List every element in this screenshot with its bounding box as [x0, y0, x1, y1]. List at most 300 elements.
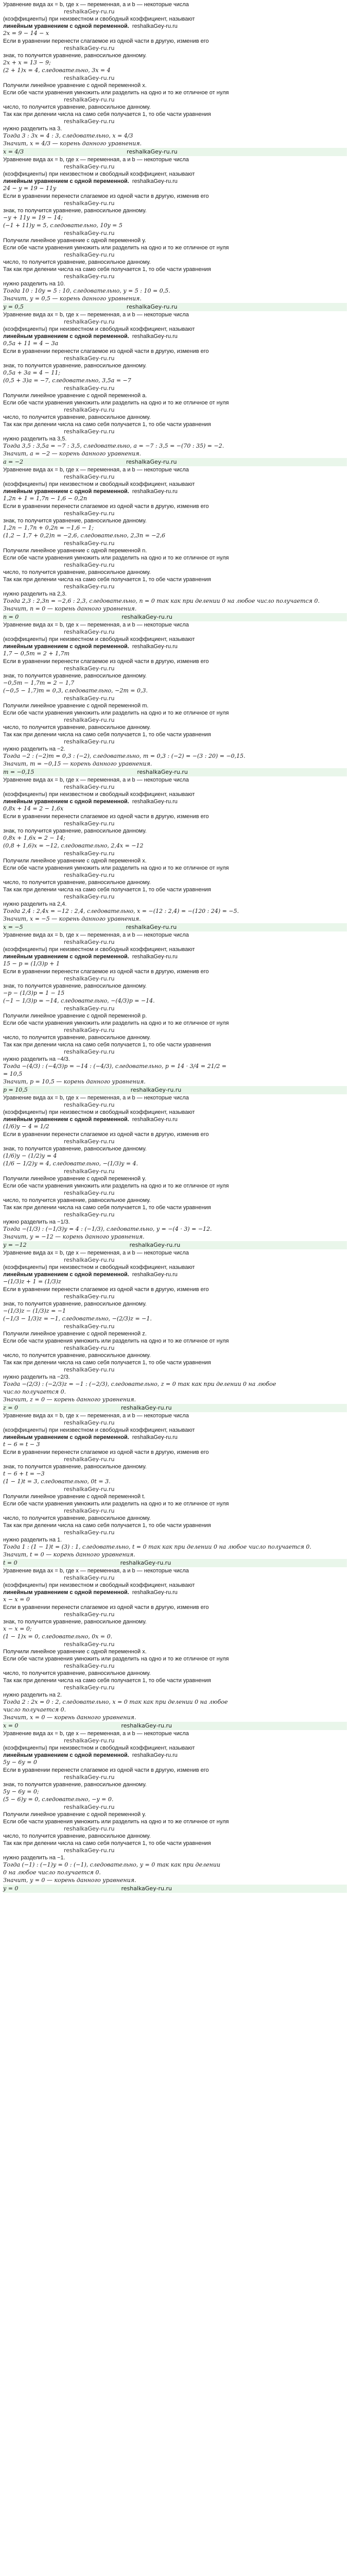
watermark: reshalkaGey-ru.ru [132, 1752, 178, 1758]
text-line: нужно разделить на 2,3. [3, 591, 67, 597]
text-line: Если в уравнении перенести слагаемое из одной части в другую, изменив его [3, 1286, 209, 1293]
text-line: Получили линейное уравнение с одной переменной z. [3, 1331, 147, 1337]
text-line: (коэффициенты) при неизвестном и свободный коэффициент, называют [3, 1264, 195, 1270]
text-line: нужно разделить на −2. [3, 746, 65, 752]
definition-line [3, 1589, 347, 1596]
watermark: reshalkaGey-ru.ru [132, 1589, 178, 1596]
math-line: Значит, t = 0 — корень данного уравнения. [3, 1551, 135, 1558]
text-line: знак, то получится уравнение, равносильное данному. [3, 1464, 147, 1470]
text-line: знак, то получится уравнение, равносильное данному. [3, 1782, 147, 1788]
watermark: reshalkaGey-ru.ru [64, 1774, 115, 1781]
text-line: Если в уравнении перенести слагаемое из одной части в другую, изменив его [3, 348, 209, 354]
math-line: Тогда 3 : 3x = 4 : 3, следовательно, x = 4/3 [3, 132, 133, 139]
text-line: нужно разделить на −2/3. [3, 1374, 70, 1380]
math-line: Тогда 2,3 : 2,3n = −2,6 : 2,3, следовательно, n = 0 так как при делении 0 на любое число получается 0. [3, 598, 320, 604]
watermark: reshalkaGey-ru.ru [64, 355, 115, 362]
math-line: Тогда 3,5 : 3,5a = −7 : 3,5, следовательно, a = −7 : 3,5 = −(70 : 35) = −2. [3, 443, 224, 449]
text-line: Если обе части уравнения умножить или разделить на одно и то же отличное от нуля [3, 555, 229, 561]
watermark: reshalkaGey-ru.ru [64, 1737, 115, 1744]
text-line: Уравнение вида ax = b, где x — переменная, a и b — некоторые числа [3, 622, 189, 628]
text-line: Так как при делении числа на само себя получается 1, то обе части уравнения [3, 1205, 211, 1211]
math-line: (5 − 6)y = 0, следовательно, −y = 0. [3, 1796, 114, 1803]
watermark: reshalkaGey-ru.ru [64, 1574, 115, 1581]
text-line: Уравнение вида ax = b, где x — переменная, a и b — некоторые числа [3, 932, 189, 938]
text-line: Если обе части уравнения умножить или разделить на одно и то же отличное от нуля [3, 1501, 229, 1507]
watermark: reshalkaGey-ru.ru [64, 1190, 115, 1196]
watermark: reshalkaGey-ru.ru [64, 1847, 115, 1854]
text-line: Если обе части уравнения умножить или разделить на одно и то же отличное от нуля [3, 90, 229, 96]
text-line: Если обе части уравнения умножить или разделить на одно и то же отличное от нуля [3, 1338, 229, 1344]
text-line: число, то получится уравнение, равносильное данному. [3, 1515, 151, 1521]
text-line: Если в уравнении перенести слагаемое из одной части в другую, изменив его [3, 193, 209, 199]
math-line: (1 − 1)t = 3, следовательно, 0t = 3. [3, 1478, 111, 1485]
watermark: reshalkaGey-ru.ru [64, 1825, 115, 1832]
definition-text: линейным уравнением с одной переменной. [3, 1752, 129, 1758]
math-line: Значит, z = 0 — корень данного уравнения. [3, 1396, 136, 1403]
definition-text: линейным уравнением с одной переменной. [3, 1116, 129, 1123]
text-line: (коэффициенты) при неизвестном и свободный коэффициент, называют [3, 946, 195, 953]
text-line: Так как при делении числа на само себя получается 1, то обе части уравнения [3, 1042, 211, 1048]
watermark: reshalkaGey-ru.ru [132, 1434, 178, 1440]
watermark: reshalkaGey-ru.ru [64, 510, 115, 517]
math-line: (1/6 − 1/2)y = 4, следовательно, −(1/3)y = 4. [3, 1160, 138, 1167]
text-line: (коэффициенты) при неизвестном и свободный коэффициент, называют [3, 1582, 195, 1588]
watermark: reshalkaGey-ru.ru [64, 96, 115, 103]
math-line: 24 − y = 19 − 11y [3, 185, 57, 192]
text-line: Получили линейное уравнение с одной переменной a. [3, 393, 147, 399]
answer-line [3, 923, 347, 931]
definition-text: линейным уравнением с одной переменной. [3, 1589, 129, 1596]
watermark: reshalkaGey-ru.ru [132, 1272, 178, 1278]
math-line: (−1 + 11)y = 5, следовательно, 10y = 5 [3, 222, 122, 229]
text-line: нужно разделить на 2. [3, 1692, 62, 1698]
math-line: (1/6)y − 4 = 1/2 [3, 1123, 49, 1130]
math-line: 0 на любое число получается 0. [3, 1869, 101, 1876]
math-line: −p − (1/3)p = 1 − 15 [3, 990, 65, 996]
text-line: число, то получится уравнение, равносильное данному. [3, 414, 151, 420]
math-line: 0,8x + 1,6x = 2 − 14; [3, 835, 65, 841]
text-line: нужно разделить на 1. [3, 1537, 62, 1543]
text-line: (коэффициенты) при неизвестном и свободный коэффициент, называют [3, 791, 195, 798]
answer-text: t = 0 [3, 1560, 18, 1566]
watermark: reshalkaGey-ru.ru [64, 583, 115, 590]
text-line: Так как при делении числа на само себя получается 1, то обе части уравнения [3, 1840, 211, 1846]
watermark: reshalkaGey-ru.ru [64, 820, 115, 827]
definition-text: линейным уравнением с одной переменной. [3, 954, 129, 960]
math-line: Значит, y = 0,5 — корень данного уравнения. [3, 295, 142, 302]
text-line: Уравнение вида ax = b, где x — переменная, a и b — некоторые числа [3, 1250, 189, 1256]
watermark: reshalkaGey-ru.ru [64, 665, 115, 672]
text-line: число, то получится уравнение, равносильное данному. [3, 1670, 151, 1676]
answer-line [3, 613, 347, 621]
definition-text: линейным уравнением с одной переменной. [3, 1272, 129, 1278]
math-line: (1,2 − 1,7 + 0,2)n = −2,6, следовательно, 2,3n = −2,6 [3, 532, 166, 539]
watermark: reshalkaGey-ru.ru [64, 318, 115, 325]
answer-line [3, 303, 347, 311]
answer-text: x = −5 [3, 924, 23, 930]
math-line: Значит, a = −2 — корень данного уравнения. [3, 450, 142, 457]
watermark: reshalkaGey-ru.ru [64, 562, 115, 568]
watermark: reshalkaGey-ru.ru [64, 1529, 115, 1536]
watermark: reshalkaGey-ru.ru [64, 850, 115, 857]
watermark: reshalkaGey-ru.ru [64, 1345, 115, 1351]
watermark: reshalkaGey-ru.ru [64, 163, 115, 170]
watermark: reshalkaGey-ru.ru [64, 45, 115, 52]
watermark: reshalkaGey-ru.ru [132, 178, 178, 184]
text-line: нужно разделить на 2,4. [3, 901, 67, 907]
watermark: reshalkaGey-ru.ru [132, 333, 178, 340]
watermark: reshalkaGey-ru.ru [64, 75, 115, 81]
text-line: Получили линейное уравнение с одной переменной p. [3, 1013, 147, 1019]
watermark: reshalkaGey-ru.ru [64, 893, 115, 900]
watermark: reshalkaGey-ru.ru [64, 1211, 115, 1218]
math-line: Значит, y = 0 — корень данного уравнения. [3, 1877, 136, 1884]
math-line: (−1/3 − 1/3)z = −1, следовательно, −(2/3)z = −1. [3, 1315, 152, 1322]
math-line: (1 − 1)x = 0, следовательно, 0x = 0. [3, 1633, 113, 1640]
watermark: reshalkaGey-ru.ru [126, 459, 177, 465]
definition-line [3, 23, 347, 30]
text-line: (коэффициенты) при неизвестном и свободный коэффициент, называют [3, 326, 195, 332]
math-line: Тогда 10 : 10y = 5 : 10, следовательно, y = 5 : 10 = 0,5. [3, 287, 170, 294]
text-line: Если в уравнении перенести слагаемое из одной части в другую, изменив его [3, 1131, 209, 1138]
definition-line [3, 1116, 347, 1123]
text-line: Если в уравнении перенести слагаемое из одной части в другую, изменив его [3, 38, 209, 44]
text-line: Если обе части уравнения умножить или разделить на одно и то же отличное от нуля [3, 1183, 229, 1189]
watermark: reshalkaGey-ru.ru [64, 1507, 115, 1514]
definition-line [3, 1434, 347, 1441]
definition-line [3, 953, 347, 960]
text-line: знак, то получится уравнение, равносильное данному. [3, 983, 147, 989]
text-line: Так как при делении числа на само себя получается 1, то обе части уравнения [3, 1360, 211, 1366]
text-line: (коэффициенты) при неизвестном и свободный коэффициент, называют [3, 636, 195, 642]
watermark: reshalkaGey-ru.ru [126, 924, 177, 930]
math-line: Тогда −2 : (−2)m = 0,3 : (−2), следовательно, m = 0,3 : (−2) = −(3 : 20) = −0,15. [3, 753, 246, 759]
math-line: Тогда −(4/3) : (−4/3)p = −14 : (−4/3), следовательно, p = 14 · 3/4 = 21/2 = [3, 1063, 227, 1070]
watermark: reshalkaGey-ru.ru [120, 1560, 171, 1566]
text-line: Если обе части уравнения умножить или разделить на одно и то же отличное от нуля [3, 710, 229, 716]
definition-line [3, 1752, 347, 1759]
math-line: x − x = 0 [3, 1596, 30, 1603]
answer-line [3, 1885, 347, 1893]
watermark: reshalkaGey-ru.ru [64, 1486, 115, 1493]
text-line: знак, то получится уравнение, равносильное данному. [3, 53, 147, 59]
text-line: Так как при делении числа на само себя получается 1, то обе части уравнения [3, 732, 211, 738]
watermark: reshalkaGey-ru.ru [64, 872, 115, 878]
text-line: число, то получится уравнение, равносильное данному. [3, 1035, 151, 1041]
text-line: Получили линейное уравнение с одной переменной m. [3, 703, 149, 709]
watermark: reshalkaGey-ru.ru [132, 799, 178, 805]
text-line: Уравнение вида ax = b, где x — переменная, a и b — некоторые числа [3, 157, 189, 163]
text-line: (коэффициенты) при неизвестном и свободный коэффициент, называют [3, 1427, 195, 1433]
watermark: reshalkaGey-ru.ru [64, 1366, 115, 1373]
watermark: reshalkaGey-ru.ru [64, 385, 115, 392]
answer-text: x = 4/3 [3, 148, 24, 155]
math-line: (0,5 + 3)a = −7, следовательно, 3,5a = −7 [3, 377, 131, 384]
watermark: reshalkaGey-ru.ru [64, 428, 115, 435]
text-line: Так как при делении числа на само себя получается 1, то обе части уравнения [3, 421, 211, 428]
text-line: Получили линейное уравнение с одной переменной y. [3, 1176, 146, 1182]
text-line: нужно разделить на −1. [3, 1855, 65, 1861]
text-line: Если обе части уравнения умножить или разделить на одно и то же отличное от нуля [3, 245, 229, 251]
definition-line [3, 1271, 347, 1278]
definition-line [3, 178, 347, 185]
math-line: (2 + 1)x = 4, следовательно, 3x = 4 [3, 67, 111, 74]
math-line: 15 − p = (1/3)p + 1 [3, 960, 60, 967]
watermark: reshalkaGey-ru.ru [64, 1293, 115, 1300]
watermark: reshalkaGey-ru.ru [64, 629, 115, 635]
text-line: Если в уравнении перенести слагаемое из одной части в другую, изменив его [3, 814, 209, 820]
math-line: (−1 − 1/3)p = −14, следовательно, −(4/3)p = −14. [3, 997, 155, 1004]
definition-text: линейным уравнением с одной переменной. [3, 799, 129, 805]
definition-text: линейным уравнением с одной переменной. [3, 23, 129, 29]
answer-text: z = 0 [3, 1404, 19, 1411]
text-line: нужно разделить на −4/3. [3, 1056, 70, 1062]
math-line: (1/6)y − (1/2)y = 4 [3, 1153, 57, 1159]
text-line: знак, то получится уравнение, равносильное данному. [3, 1146, 147, 1152]
watermark: reshalkaGey-ru.ru [64, 975, 115, 982]
text-line: Уравнение вида ax = b, где x — переменная, a и b — некоторые числа [3, 2, 189, 8]
watermark: reshalkaGey-ru.ru [121, 1885, 172, 1892]
definition-line [3, 488, 347, 495]
text-line: знак, то получится уравнение, равносильное данному. [3, 673, 147, 679]
watermark: reshalkaGey-ru.ru [121, 614, 172, 620]
text-line: (коэффициенты) при неизвестном и свободный коэффициент, называют [3, 171, 195, 177]
text-line: число, то получится уравнение, равносильное данному. [3, 104, 151, 110]
watermark: reshalkaGey-ru.ru [64, 1168, 115, 1175]
watermark: reshalkaGey-ru.ru [64, 1257, 115, 1263]
answer-line [3, 1722, 347, 1730]
text-line: Получили линейное уравнение с одной переменной y. [3, 238, 146, 244]
watermark: reshalkaGey-ru.ru [64, 1611, 115, 1618]
watermark: reshalkaGey-ru.ru [126, 303, 178, 310]
math-line: (0,8 + 1,6)x = −12, следовательно, 2,4x = −12 [3, 842, 144, 849]
answer-line [3, 1086, 347, 1094]
text-line: Получили линейное уравнение с одной переменной n. [3, 548, 147, 554]
math-line: Значит, p = 10,5 — корень данного уравнения. [3, 1078, 146, 1085]
text-line: знак, то получится уравнение, равносильное данному. [3, 1619, 147, 1625]
watermark: reshalkaGey-ru.ru [64, 1005, 115, 1012]
math-line: Значит, x = −5 — корень данного уравнения. [3, 916, 141, 922]
math-line: Тогда −(1/3) : (−1/3)y = 4 : (−1/3), следовательно, y = −(4 · 3) = −12. [3, 1226, 212, 1232]
watermark: reshalkaGey-ru.ru [64, 540, 115, 547]
text-line: Если в уравнении перенести слагаемое из одной части в другую, изменив его [3, 658, 209, 665]
answer-text: x = 0 [3, 1722, 19, 1729]
math-line: 1,2n − 1,7n + 0,2n = −1,6 − 1; [3, 524, 94, 531]
definition-text: линейным уравнением с одной переменной. [3, 488, 129, 495]
watermark: reshalkaGey-ru.ru [64, 784, 115, 790]
text-line: Уравнение вида ax = b, где x — переменная, a и b — некоторые числа [3, 1731, 189, 1737]
text-line: нужно разделить на −1/3. [3, 1219, 70, 1225]
text-line: Уравнение вида ax = b, где x — переменная, a и b — некоторые числа [3, 467, 189, 473]
text-line: Если в уравнении перенести слагаемое из одной части в другую, изменив его [3, 503, 209, 510]
watermark: reshalkaGey-ru.ru [121, 1722, 172, 1729]
text-line: Если в уравнении перенести слагаемое из одной части в другую, изменив его [3, 969, 209, 975]
math-line: число получается 0. [3, 1706, 66, 1713]
watermark: reshalkaGey-ru.ru [64, 118, 115, 125]
watermark: reshalkaGey-ru.ru [64, 939, 115, 945]
math-line: 5y − 6y = 0 [3, 1759, 37, 1766]
watermark: reshalkaGey-ru.ru [64, 473, 115, 480]
math-line: −(1/3)z + 1 = (1/3)z [3, 1278, 61, 1285]
math-line: 0,5a + 11 = 4 − 3a [3, 340, 59, 347]
text-line: Так как при делении числа на само себя получается 1, то обе части уравнения [3, 266, 211, 273]
watermark: reshalkaGey-ru.ru [64, 738, 115, 745]
text-line: знак, то получится уравнение, равносильное данному. [3, 1301, 147, 1307]
math-line: Тогда 2,4 : 2,4x = −12 : 2,4, следовательно, x = −(12 : 2,4) = −(120 : 24) = −5. [3, 908, 239, 914]
text-line: (коэффициенты) при неизвестном и свободный коэффициент, называют [3, 481, 195, 487]
answer-text: n = 0 [3, 614, 19, 620]
text-line: Если обе части уравнения умножить или разделить на одно и то же отличное от нуля [3, 1656, 229, 1662]
math-line: 0,5a + 3a = 4 − 11; [3, 369, 60, 376]
text-line: знак, то получится уравнение, равносильное данному. [3, 363, 147, 369]
text-line: Получили линейное уравнение с одной переменной x. [3, 858, 147, 864]
definition-text: линейным уравнением с одной переменной. [3, 178, 129, 184]
text-line: Так как при делении числа на само себя получается 1, то обе части уравнения [3, 887, 211, 893]
watermark: reshalkaGey-ru.ru [64, 1101, 115, 1108]
watermark: reshalkaGey-ru.ru [64, 1456, 115, 1463]
text-line: Уравнение вида ax = b, где x — переменная, a и b — некоторые числа [3, 312, 189, 318]
watermark: reshalkaGey-ru.ru [121, 1404, 172, 1411]
text-line: Если обе части уравнения умножить или разделить на одно и то же отличное от нуля [3, 1819, 229, 1825]
text-line: Получили линейное уравнение с одной переменной t. [3, 1494, 146, 1500]
answer-line [3, 1404, 347, 1412]
watermark: reshalkaGey-ru.ru [132, 643, 178, 650]
text-line: (коэффициенты) при неизвестном и свободный коэффициент, называют [3, 1745, 195, 1751]
text-line: число, то получится уравнение, равносильное данному. [3, 259, 151, 265]
math-line: Значит, m = −0,15 — корень данного уравнения. [3, 760, 152, 767]
answer-line [3, 458, 347, 466]
definition-line [3, 643, 347, 650]
watermark: reshalkaGey-ru.ru [127, 148, 178, 155]
text-line: число, то получится уравнение, равносильное данному. [3, 1197, 151, 1204]
watermark: reshalkaGey-ru.ru [64, 1419, 115, 1426]
watermark: reshalkaGey-ru.ru [64, 251, 115, 258]
math-line: 2x = 9 − 14 − x [3, 30, 49, 37]
watermark: reshalkaGey-ru.ru [130, 1087, 182, 1093]
text-line: число, то получится уравнение, равносильное данному. [3, 879, 151, 886]
text-line: нужно разделить на 10. [3, 281, 65, 287]
watermark: reshalkaGey-ru.ru [64, 230, 115, 236]
text-line: Так как при делении числа на само себя получается 1, то обе части уравнения [3, 111, 211, 117]
answer-text: a = −2 [3, 459, 23, 465]
text-line: число, то получится уравнение, равносильное данному. [3, 1833, 151, 1839]
watermark: reshalkaGey-ru.ru [64, 1641, 115, 1648]
math-line: 1,7 − 0,5m = 2 + 1,7m [3, 650, 69, 657]
math-line: Значит, x = 0 — корень данного уравнения. [3, 1714, 136, 1721]
answer-text: y = 0,5 [3, 303, 24, 310]
math-line: Значит, y = −12 — корень данного уравнения. [3, 1233, 145, 1240]
watermark: reshalkaGey-ru.ru [132, 954, 178, 960]
watermark: reshalkaGey-ru.ru [129, 1242, 181, 1248]
text-line: Получили линейное уравнение с одной переменной x. [3, 82, 147, 89]
definition-text: линейным уравнением с одной переменной. [3, 333, 129, 340]
definition-line [3, 798, 347, 805]
answer-text: m = −0,15 [3, 769, 34, 775]
math-line: −y + 11y = 19 − 14; [3, 214, 63, 221]
watermark: reshalkaGey-ru.ru [64, 200, 115, 207]
text-line: Если в уравнении перенести слагаемое из одной части в другую, изменив его [3, 1767, 209, 1773]
answer-line [3, 1241, 347, 1249]
text-line: число, то получится уравнение, равносильное данному. [3, 569, 151, 575]
watermark: reshalkaGey-ru.ru [64, 1048, 115, 1055]
math-line: 1,2n + 1 = 1,7n − 1,6 − 0,2n [3, 495, 87, 502]
answer-line [3, 768, 347, 776]
text-line: Если в уравнении перенести слагаемое из одной части в другую, изменив его [3, 1449, 209, 1455]
watermark: reshalkaGey-ru.ru [137, 769, 188, 775]
watermark: reshalkaGey-ru.ru [64, 1663, 115, 1669]
watermark: reshalkaGey-ru.ru [132, 488, 178, 495]
text-line: (коэффициенты) при неизвестном и свободный коэффициент, называют [3, 16, 195, 22]
definition-text: линейным уравнением с одной переменной. [3, 643, 129, 650]
text-line: Уравнение вида ax = b, где x — переменная, a и b — некоторые числа [3, 777, 189, 783]
math-line: Тогда 1 : (1 − 1)t = (3) : 1, следовательно, t = 0 так как при делении 0 на любое число получается 0. [3, 1544, 311, 1550]
definition-line [3, 333, 347, 340]
text-line: Если в уравнении перенести слагаемое из одной части в другую, изменив его [3, 1604, 209, 1611]
math-line: (−0,5 − 1,7)m = 0,3, следовательно, −2m = 0,3. [3, 687, 148, 694]
math-line: 5y − 6y = 0; [3, 1788, 39, 1795]
text-line: Так как при делении числа на само себя получается 1, то обе части уравнения [3, 1677, 211, 1684]
math-line: t − 6 + t = −3 [3, 1470, 45, 1477]
text-line: Если обе части уравнения умножить или разделить на одно и то же отличное от нуля [3, 400, 229, 406]
text-line: число, то получится уравнение, равносильное данному. [3, 1352, 151, 1359]
watermark: reshalkaGey-ru.ru [64, 406, 115, 413]
text-line: нужно разделить на 3,5. [3, 436, 67, 442]
answer-text: p = 10,5 [3, 1087, 28, 1093]
watermark: reshalkaGey-ru.ru [64, 1323, 115, 1330]
math-line: 2x + x = 13 − 9; [3, 59, 51, 66]
text-line: нужно разделить на 3. [3, 126, 62, 132]
watermark: reshalkaGey-ru.ru [64, 717, 115, 723]
text-line: Так как при делении числа на само себя получается 1, то обе части уравнения [3, 1522, 211, 1529]
text-line: Получили линейное уравнение с одной переменной y. [3, 1811, 146, 1818]
watermark: reshalkaGey-ru.ru [64, 8, 115, 15]
watermark: reshalkaGey-ru.ru [64, 1804, 115, 1810]
watermark: reshalkaGey-ru.ru [64, 695, 115, 702]
text-line: Так как при делении числа на само себя получается 1, то обе части уравнения [3, 577, 211, 583]
text-line: Уравнение вида ax = b, где x — переменная, a и b — некоторые числа [3, 1413, 189, 1419]
answer-text: y = −12 [3, 1242, 27, 1248]
math-line: Тогда −(2/3) : (−2/3)z = −1 : (−2/3), следовательно, z = 0 так как при делении 0 на любое [3, 1381, 276, 1387]
definition-text: линейным уравнением с одной переменной. [3, 1434, 129, 1440]
math-line: = 10,5 [3, 1071, 23, 1077]
math-line: −0,5m − 1,7m = 2 − 1,7 [3, 680, 75, 686]
math-line: Тогда (−1) : (−1)y = 0 : (−1), следовательно, y = 0 так как при делении [3, 1861, 221, 1868]
text-line: Если обе части уравнения умножить или разделить на одно и то же отличное от нуля [3, 1020, 229, 1026]
answer-text: y = 0 [3, 1885, 19, 1892]
watermark: reshalkaGey-ru.ru [132, 1116, 178, 1123]
math-line: Тогда 2 : 2x = 0 : 2, следовательно, x = 0 так как при делении 0 на любое [3, 1699, 228, 1705]
math-line: число получается 0. [3, 1388, 66, 1395]
text-line: Уравнение вида ax = b, где x — переменная, a и b — некоторые числа [3, 1095, 189, 1101]
watermark: reshalkaGey-ru.ru [64, 1027, 115, 1033]
answer-line [3, 148, 347, 156]
watermark: reshalkaGey-ru.ru [132, 23, 178, 29]
watermark: reshalkaGey-ru.ru [64, 1684, 115, 1691]
math-line: −(1/3)z − (1/3)z = −1 [3, 1308, 66, 1314]
watermark: reshalkaGey-ru.ru [64, 1138, 115, 1145]
math-line: t − 6 = t − 3 [3, 1441, 40, 1448]
math-line: x − x = 0; [3, 1625, 32, 1632]
text-line: число, то получится уравнение, равносильное данному. [3, 724, 151, 731]
text-line: (коэффициенты) при неизвестном и свободный коэффициент, называют [3, 1109, 195, 1115]
math-line: Значит, n = 0 — корень данного уравнения. [3, 605, 137, 612]
answer-line [3, 1559, 347, 1567]
watermark: reshalkaGey-ru.ru [64, 273, 115, 280]
text-line: Если обе части уравнения умножить или разделить на одно и то же отличное от нуля [3, 865, 229, 871]
math-line: 0,8x + 14 = 2 − 1,6x [3, 805, 64, 812]
text-line: Получили линейное уравнение с одной переменной x. [3, 1649, 147, 1655]
text-line: Уравнение вида ax = b, где x — переменная, a и b — некоторые числа [3, 1568, 189, 1574]
